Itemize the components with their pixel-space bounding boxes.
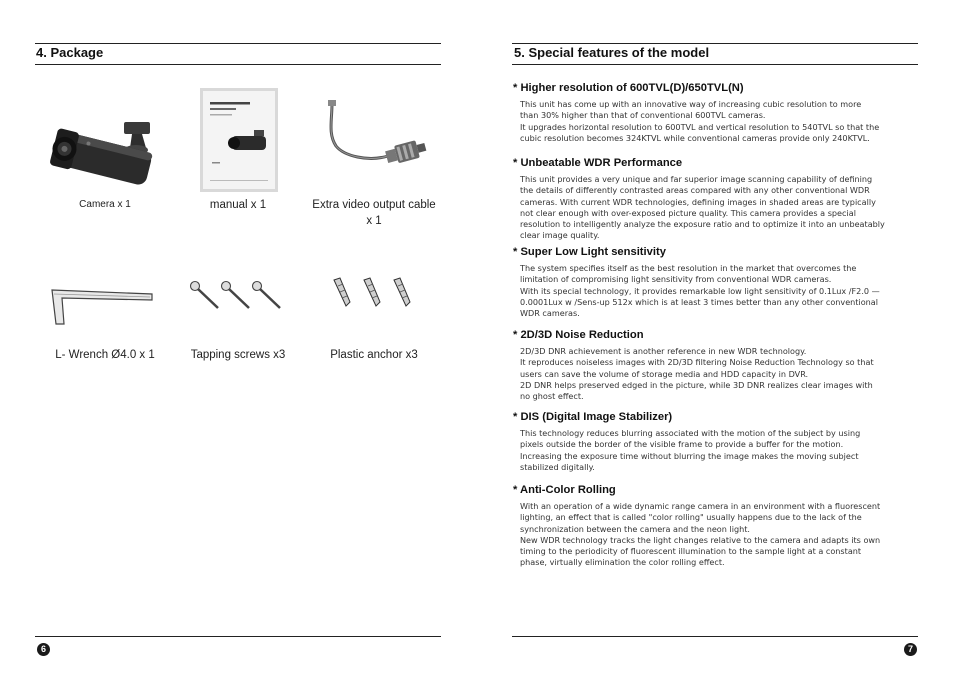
anchor-label: Plastic anchor x3 — [330, 349, 418, 361]
right-page-number: 7 — [904, 643, 917, 656]
right-section-title: 5. Special features of the model — [514, 45, 710, 60]
left-title-underline — [35, 64, 441, 65]
feature-body: This unit provides a very unique and far superior image scanning capability of defining the details of differently contrasted areas compared with any other conventional WDR cameras. With current WDR technologies, defining images in shaded areas are typically not clear enough with over-exposed picture quality. This camera provides a special resolution to intelligently analyze the exposure ratio and to optimize it into an unbeatably clear image quality. — [520, 174, 885, 241]
feature-body: This technology reduces blurring associated with the motion of the subject by using pixels outside the border of the visible frame to provide a buffer for the motion. Increasing the exposure time without blurring the image makes the moving subject stabilized digitally. — [520, 428, 861, 472]
feature-body: This unit has come up with an innovative way of increasing cubic resolution to more than 30% higher than that of conventional 600TVL cameras. It upgrades horizontal resolution to 600TVL and vertical resolution to 540TVL so that the cubic resolution becomes 324KTVL while conventional cameras provide only 240KTVL. — [520, 99, 880, 143]
camera-icon — [50, 118, 165, 193]
right-top-rule — [512, 43, 918, 44]
feature-title: * Anti-Color Rolling — [513, 484, 616, 496]
left-section-title: 4. Package — [36, 45, 104, 60]
feature-title: * DIS (Digital Image Stabilizer) — [513, 411, 673, 423]
feature-title: * Super Low Light sensitivity — [513, 246, 666, 258]
feature-wdr — [513, 157, 921, 242]
right-title-underline — [512, 64, 918, 65]
feature-resolution — [513, 82, 921, 144]
right-bottom-rule — [512, 636, 918, 637]
feature-body: The system specifies itself as the best resolution in the market that overcomes the limitation of compromising light sensitivity from conventional WDR cameras. With its special technology, it provides remarkable low light sensitivity of 0.1Lux /F2.0 — 0.0001Lux w /Sens-up 512x which is at least 3 times better than any other conventional WDR cameras. — [520, 263, 880, 319]
left-top-rule — [35, 43, 441, 44]
feature-body: 2D/3D DNR achievement is another reference in new WDR technology. It reproduces noiseless images with 2D/3D filtering Noise Reduction Technology so that users can save the volume of storage media and HDD capacity in DVR. 2D DNR helps preserved edged in the picture, while 3D DNR realizes clear images with no ghost effect. — [520, 346, 874, 402]
screws-icon — [190, 280, 285, 312]
feature-dis — [513, 411, 921, 473]
feature-title: * 2D/3D Noise Reduction — [513, 329, 644, 341]
camera-label: Camera x 1 — [79, 199, 131, 210]
manual-icon — [200, 88, 278, 192]
cable-label: Extra video output cable x 1 — [312, 199, 436, 227]
manual-label: manual x 1 — [209, 199, 267, 211]
wrench-label: L- Wrench Ø4.0 x 1 — [55, 349, 155, 361]
feature-body: With an operation of a wide dynamic range camera in an environment with a fluorescent lighting, an effect that is called "color rolling" usually happens due to the lack of the synchronization between the camera and the neon light. New WDR technology tracks the light changes relative to the camera and adapts its own timing to the periodicity of fluorescent illumination to the sample light at a constant phase, virtually elimination the color rolling effect. — [520, 501, 881, 568]
anchor-icon — [330, 276, 416, 310]
feature-title: * Higher resolution of 600TVL(D)/650TVL(N) — [513, 82, 744, 94]
left-page-number: 6 — [37, 643, 50, 656]
feature-title: * Unbeatable WDR Performance — [513, 157, 683, 169]
wrench-icon — [48, 284, 158, 330]
feature-noise-reduction — [513, 329, 921, 402]
feature-anti-color-rolling — [513, 484, 921, 569]
left-bottom-rule — [35, 636, 441, 637]
feature-low-light — [513, 246, 921, 319]
screws-label: Tapping screws x3 — [190, 349, 286, 361]
cable-icon — [318, 100, 430, 172]
